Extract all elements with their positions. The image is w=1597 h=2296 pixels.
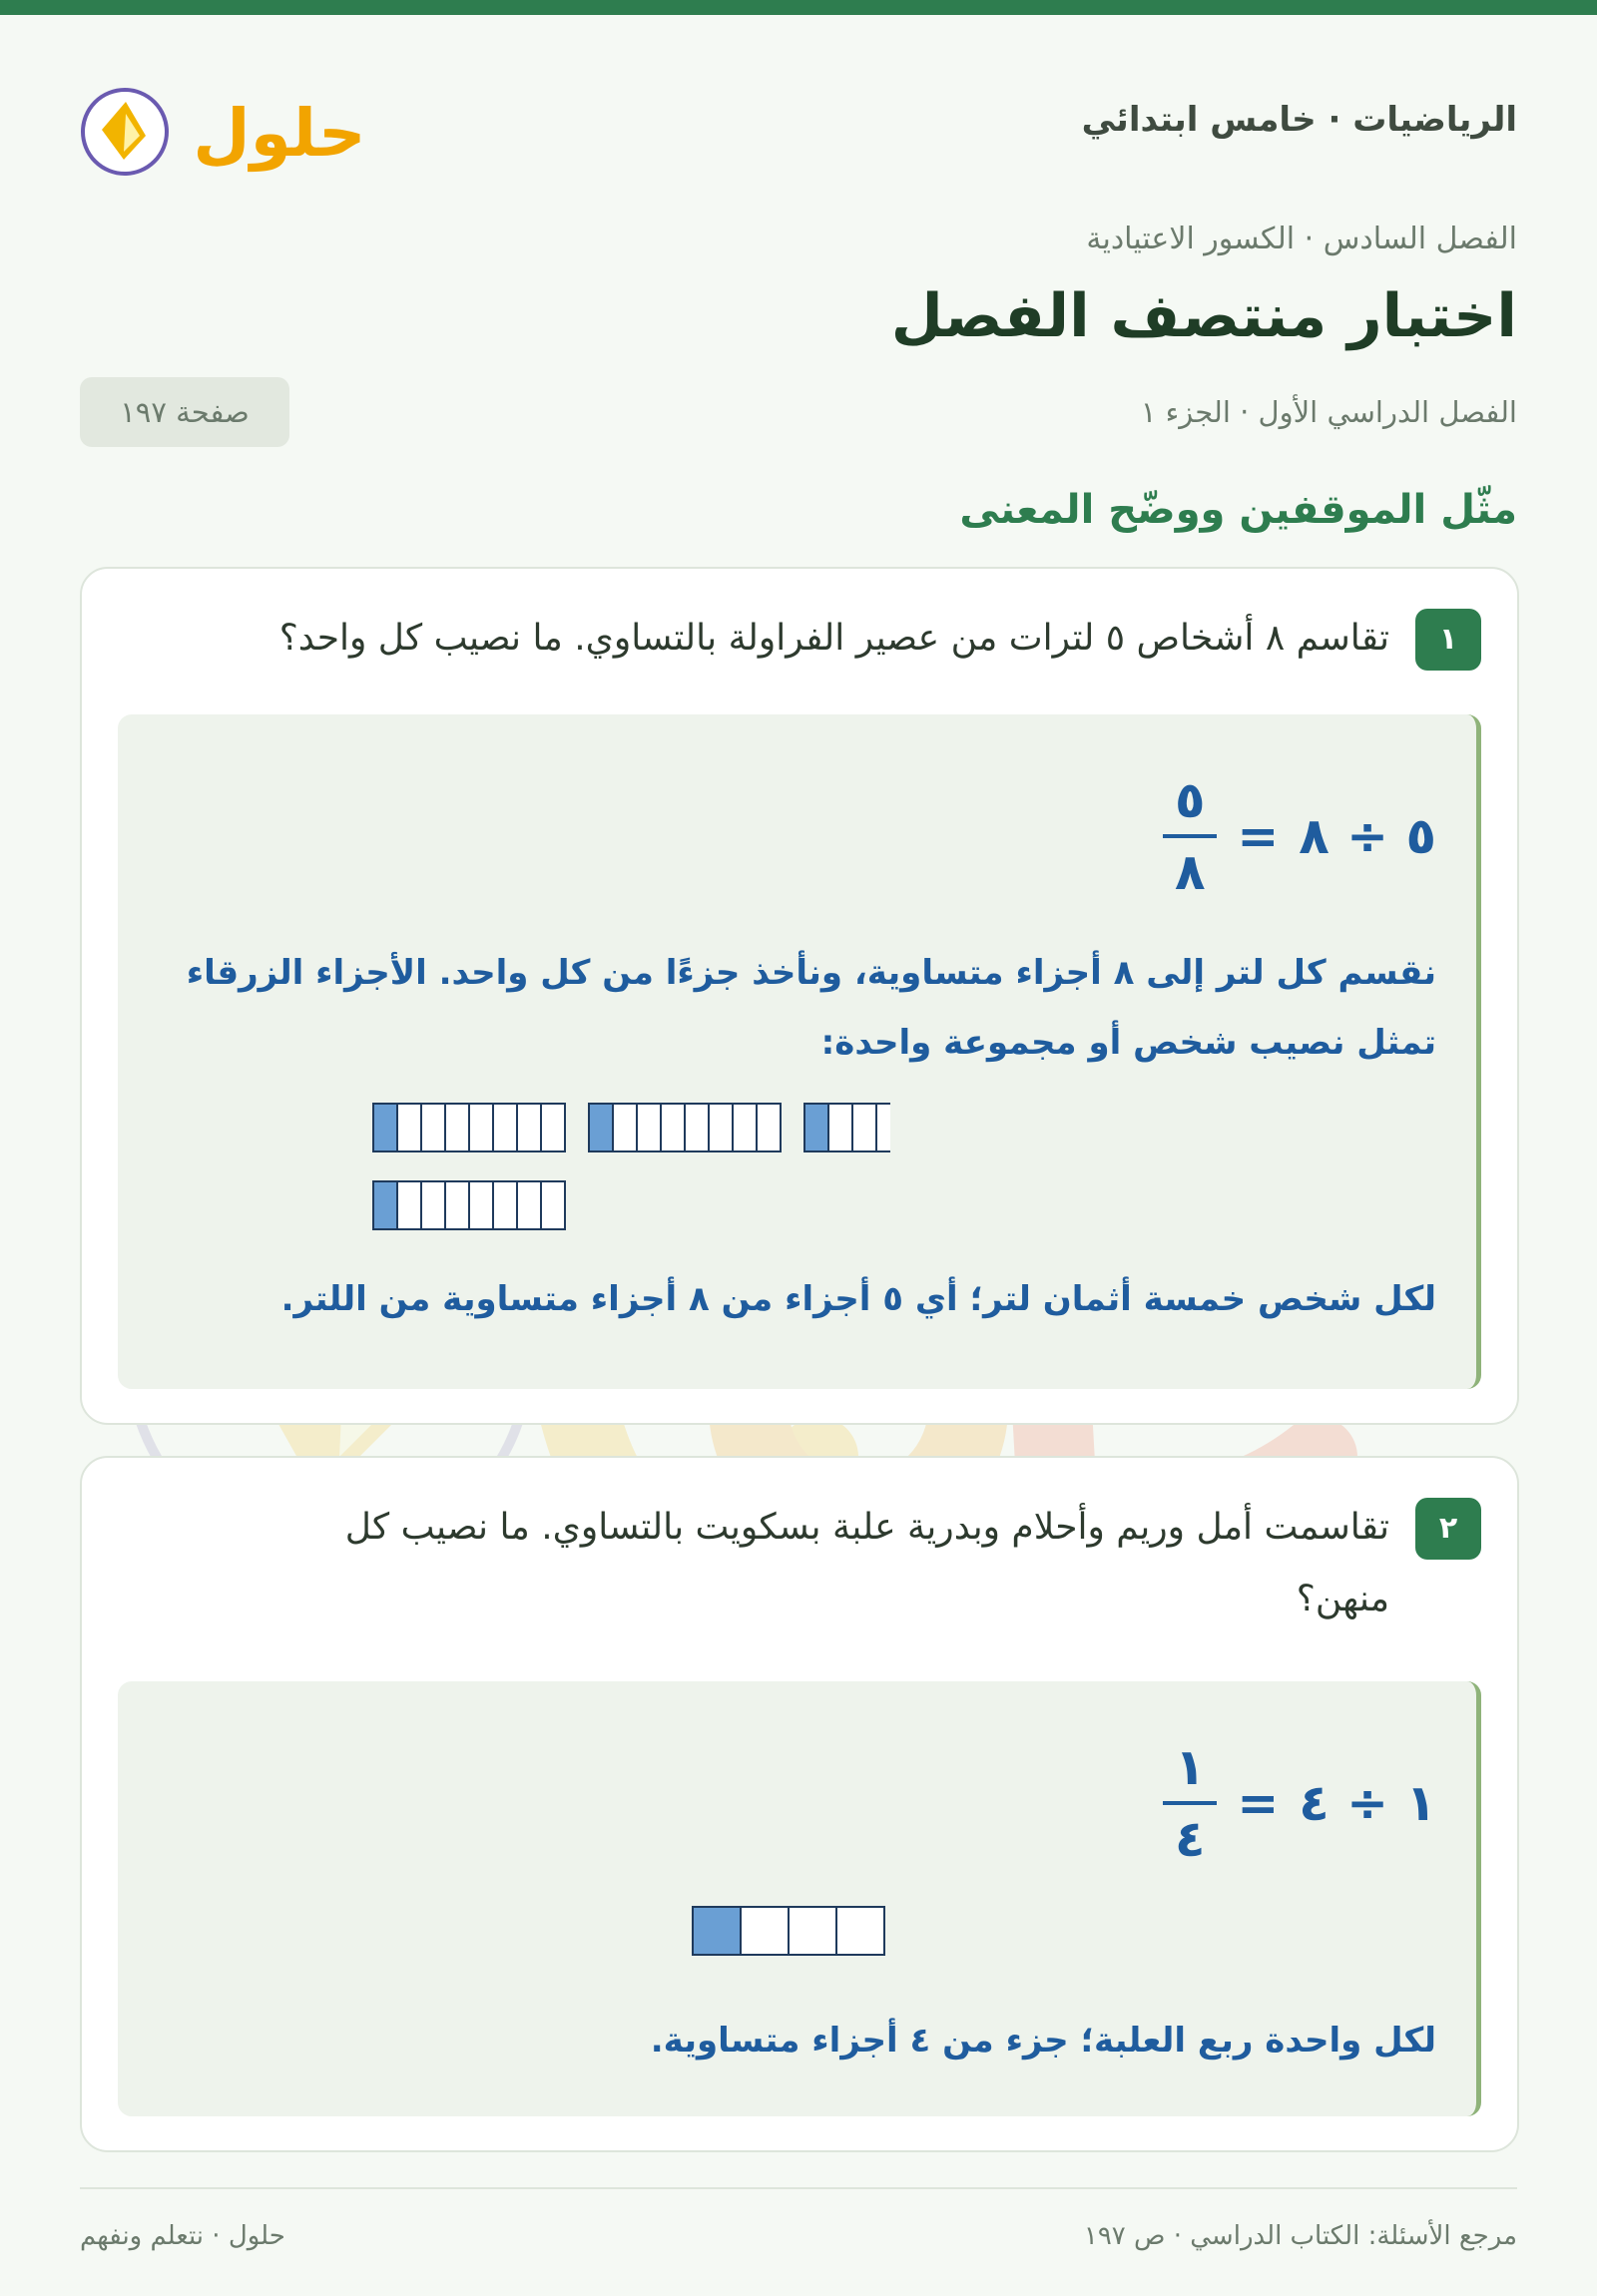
empty-part — [517, 1104, 541, 1151]
empty-part — [836, 1907, 884, 1955]
empty-part — [828, 1104, 852, 1151]
page-number-badge: صفحة ١٩٧ — [80, 377, 289, 447]
top-accent-bar — [0, 0, 1597, 15]
fraction-bars-figure — [371, 1102, 890, 1241]
equals-sign: = — [1237, 1774, 1280, 1832]
question-text: تقاسم ٨ أشخاص ٥ لترات من عصير الفراولة بالتساوي. ما نصيب كل واحد؟ — [278, 618, 1389, 659]
question-number-badge: ٢ — [1415, 1498, 1481, 1560]
fraction-bar-figure — [691, 1905, 890, 1965]
answer-box — [118, 714, 1481, 1389]
fraction-bar-1 — [373, 1104, 565, 1151]
empty-part — [685, 1104, 709, 1151]
empty-part — [733, 1104, 757, 1151]
shaded-part — [589, 1104, 613, 1151]
footer-reference: مرجع الأسئلة: الكتاب الدراسي · ص ١٩٧ — [1083, 2221, 1517, 2251]
fraction-denominator: ٨ — [1175, 843, 1206, 901]
page-title: اختبار منتصف الفصل — [890, 281, 1517, 351]
subject-label: الرياضيات · خامس ابتدائي — [1081, 100, 1517, 140]
empty-part — [637, 1104, 661, 1151]
fraction-bar — [1163, 834, 1217, 838]
empty-part — [852, 1104, 876, 1151]
shaded-part — [693, 1907, 741, 1955]
empty-part — [445, 1181, 469, 1229]
empty-part — [397, 1181, 421, 1229]
empty-part — [789, 1907, 836, 1955]
fraction-bar — [1163, 1801, 1217, 1805]
empty-part — [741, 1907, 789, 1955]
empty-part — [421, 1104, 445, 1151]
question-card-1 — [80, 567, 1519, 1425]
empty-part — [493, 1104, 517, 1151]
shaded-part — [373, 1104, 397, 1151]
fraction-numerator: ١ — [1175, 1738, 1206, 1796]
fraction-bar-3 — [804, 1104, 890, 1151]
fraction-numerator: ٥ — [1175, 771, 1206, 829]
equation-lhs: ١ ÷ ٤ — [1299, 1774, 1436, 1832]
empty-part — [445, 1104, 469, 1151]
question-number-badge: ١ — [1415, 609, 1481, 671]
footer-brand: حلول · نتعلم ونفهم — [80, 2221, 285, 2251]
empty-part — [421, 1181, 445, 1229]
result-fraction — [1163, 772, 1217, 900]
conclusion-text: لكل واحدة ربع العلبة؛ جزء من ٤ أجزاء متساوية. — [650, 2021, 1436, 2061]
explanation-text: نقسم كل لتر إلى ٨ أجزاء متساوية، ونأخذ جزءًا من كل واحد. الأجزاء الزرقاء تمثل نصيب شخص أو مجموعة واحدة: — [186, 953, 1436, 1063]
fraction-bar-5 — [373, 1181, 565, 1229]
fraction-bar-2 — [589, 1104, 781, 1151]
fraction-bar-1 — [693, 1907, 884, 1955]
empty-part — [517, 1181, 541, 1229]
answer-box — [118, 1681, 1481, 2116]
empty-part — [469, 1181, 493, 1229]
conclusion-text: لكل شخص خمسة أثمان لتر؛ أي ٥ أجزاء من ٨ أجزاء متساوية من اللتر. — [280, 1279, 1436, 1319]
empty-part — [757, 1104, 781, 1151]
empty-part — [876, 1104, 890, 1151]
division-equation — [1163, 1739, 1436, 1867]
equals-sign: = — [1237, 807, 1280, 865]
empty-part — [469, 1104, 493, 1151]
term-label: الفصل الدراسي الأول · الجزء ١ — [1140, 395, 1517, 429]
question-card-2 — [80, 1456, 1519, 2152]
empty-part — [709, 1104, 733, 1151]
chapter-label: الفصل السادس · الكسور الاعتيادية — [1086, 222, 1517, 256]
svg-text:حلول: حلول — [193, 95, 366, 172]
empty-part — [661, 1104, 685, 1151]
division-equation — [1163, 772, 1436, 900]
fraction-denominator: ٤ — [1175, 1810, 1206, 1868]
logo-emblem-icon — [83, 90, 167, 174]
empty-part — [397, 1104, 421, 1151]
empty-part — [541, 1104, 565, 1151]
equation-lhs: ٥ ÷ ٨ — [1299, 807, 1436, 865]
result-fraction — [1163, 1739, 1217, 1867]
hulul-logo — [80, 80, 369, 180]
page-header — [80, 80, 1517, 170]
empty-part — [613, 1104, 637, 1151]
shaded-part — [804, 1104, 828, 1151]
shaded-part — [373, 1181, 397, 1229]
question-text: تقاسمت أمل وريم وأحلام وبدرية علبة بسكويت بالتساوي. ما نصيب كل منهن؟ — [344, 1507, 1389, 1619]
footer-divider — [80, 2187, 1517, 2189]
empty-part — [493, 1181, 517, 1229]
empty-part — [541, 1181, 565, 1229]
section-title: مثّل الموقفين ووضّح المعنى — [959, 487, 1517, 533]
